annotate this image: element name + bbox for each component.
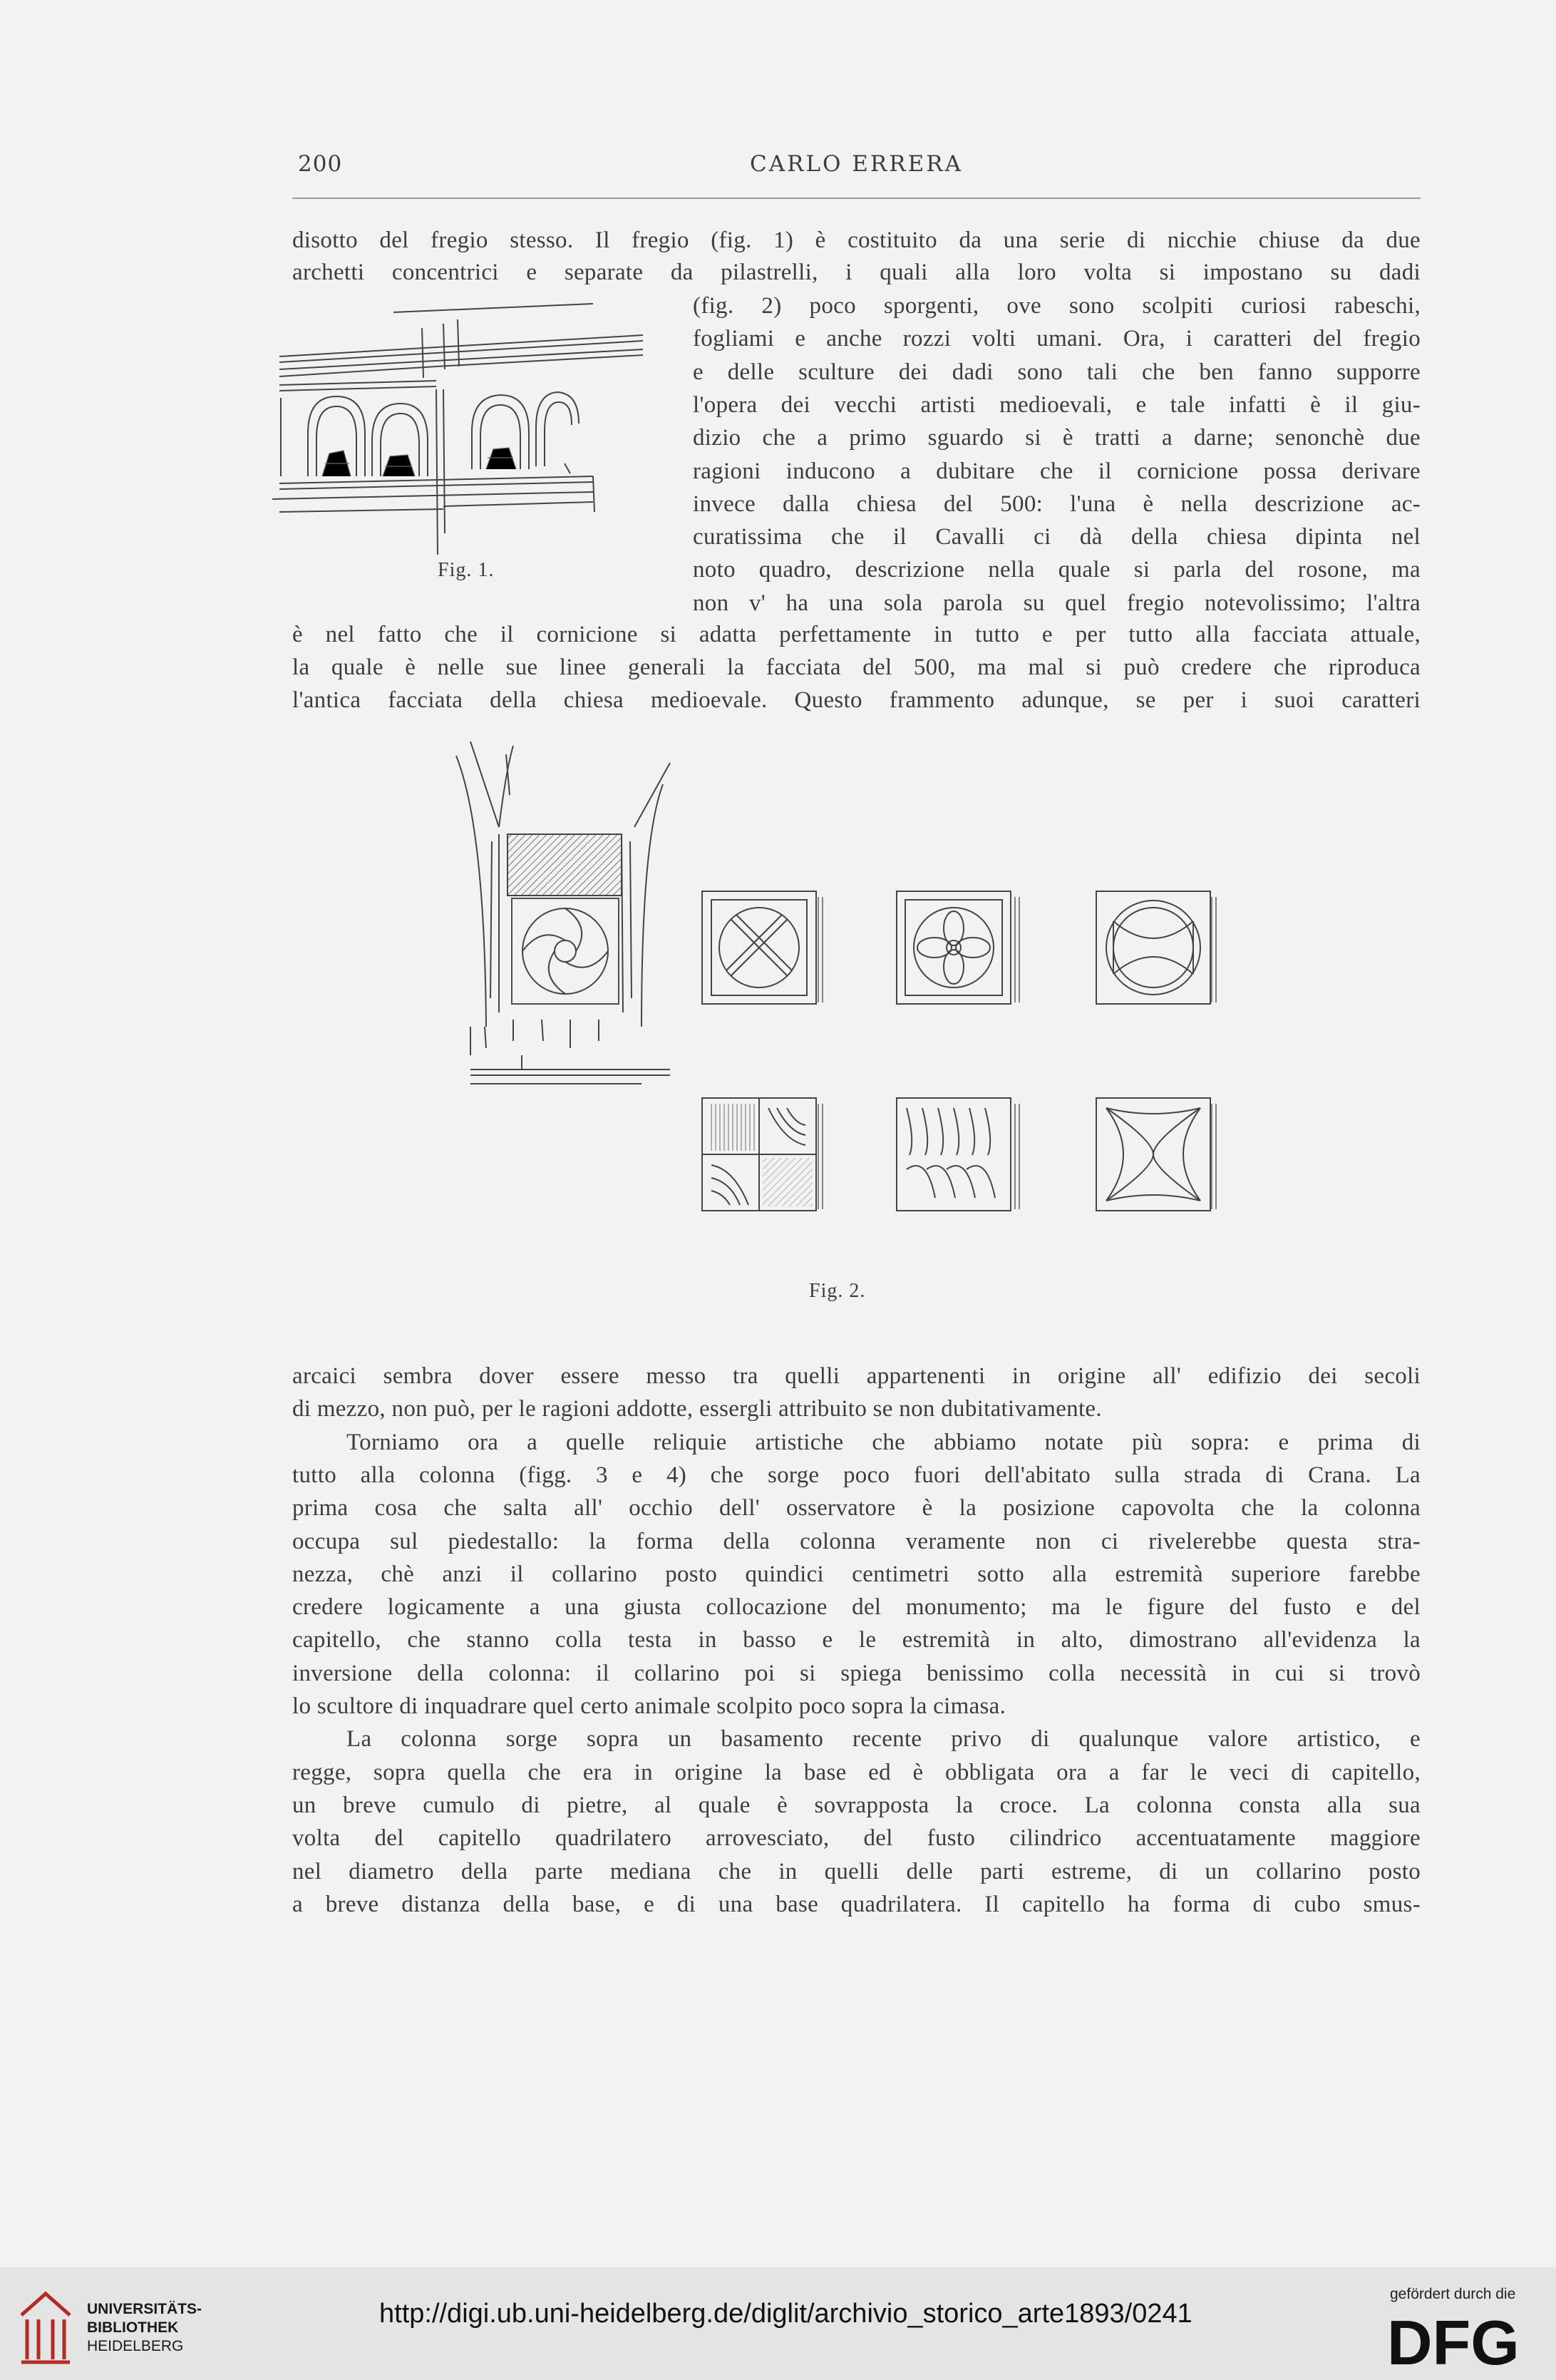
running-head: CARLO ERRERA (750, 151, 963, 177)
dfg-logo[interactable] (1386, 2313, 1540, 2370)
text-line: credere logicamente a una giusta collocazione del monumento; ma le figure del fusto e del (292, 1594, 1421, 1621)
text-line: capitello, che stanno colla testa in basso e le estremità in alto, dimostrano all'evidenza la (292, 1627, 1421, 1653)
text-line: Torniamo ora a quelle reliquie artistiche che abbiamo notate più sopra: e prima di (346, 1429, 1421, 1455)
text-line: occupa sul piedestallo: la forma della colonna veramente non ci rivelerebbe questa stra- (292, 1528, 1421, 1554)
text-line: fogliami e anche rozzi volti umani. Ora, i caratteri del fregio (693, 326, 1421, 352)
text-line: l'opera dei vecchi artisti medioevali, e tale infatti è il giu- (693, 391, 1421, 418)
text-line: lo scultore di inquadrare quel certo animale scolpito poco sopra la cimasa. (292, 1693, 1006, 1719)
text-line: e delle sculture dei dadi sono tali che ben fanno supporre (693, 359, 1421, 385)
text-line: arcaici sembra dover essere messo tra quelli appartenenti in origine all' edifizio dei secoli (292, 1363, 1421, 1389)
text-line: (fig. 2) poco sporgenti, ove sono scolpiti curiosi rabeschi, (693, 293, 1421, 319)
text-line: nel diametro della parte mediana che in quelli delle parti estreme, di un collarino posto (292, 1858, 1421, 1884)
digital-library-url-link[interactable]: http://digi.ub.uni-heidelberg.de/diglit/archivio_storico_arte1893/0241 (379, 2299, 1192, 2329)
page-number: 200 (298, 151, 343, 177)
text-line: regge, sopra quella che era in origine la base ed è obbligata ora a far le veci di capitello, (292, 1759, 1421, 1785)
text-line: l'antica facciata della chiesa medioevale. Questo frammento adunque, se per i suoi caratteri (292, 687, 1421, 713)
text-line: inversione della colonna: il collarino poi si spiega benissimo colla necessità in cui si trovò (292, 1660, 1421, 1686)
text-line: volta del capitello quadrilatero arrovesciato, del fusto cilindrico accentuatamente maggiore (292, 1825, 1421, 1852)
text-line: La colonna sorge sopra un basamento recente privo di qualunque valore artistico, e (346, 1726, 1421, 1753)
text-line: non v' ha una sola parola su quel fregio notevolissimo; l'altra (693, 590, 1421, 616)
text-line: tutto alla colonna (figg. 3 e 4) che sorge poco fuori dell'abitato sulla strada di Crana. La (292, 1462, 1421, 1488)
text-line: di mezzo, non può, per le ragioni addotte, essergli attribuito se non dubitativamente. (292, 1396, 1102, 1422)
text-line: la quale è nelle sue linee generali la facciata del 500, ma mal si può credere che riproduca (292, 655, 1421, 680)
text-line: noto quadro, descrizione nella quale si parla del rosone, ma (693, 557, 1421, 583)
text-line: disotto del fregio stesso. Il fregio (fig. 1) è costituito da una serie di nicchie chiuse da due (292, 227, 1421, 253)
text-line: nezza, chè anzi il collarino posto quindici centimetri sotto alla estremità superiore farebbe (292, 1561, 1421, 1587)
text-line: a breve distanza della base, e di una base quadrilatera. Il capitello ha forma di cubo smus- (292, 1891, 1421, 1917)
figure-1-cornice-drawing (265, 298, 643, 556)
dfg-logo-text: DFG (1387, 2313, 1520, 2370)
text-line: dizio che a primo sguardo si è tratti a darne; senonchè due (693, 425, 1421, 451)
footer-bar (0, 2267, 1556, 2380)
text-line: prima cosa che salta all' occhio dell' osservatore è la posizione capovolta che la colonna (292, 1495, 1421, 1522)
text-line: è nel fatto che il cornicione si adatta perfettamente in tutto e per tutto alla facciata attuale, (292, 622, 1421, 647)
library-name-line1: UNIVERSITÄTS- (87, 2301, 202, 2317)
figure-1-caption: Fig. 1. (438, 559, 495, 581)
funded-by-label: gefördert durch die (1390, 2286, 1516, 2302)
figure-2-caption: Fig. 2. (809, 1280, 866, 1302)
page-header (292, 151, 1421, 187)
text-line: curatissima che il Cavalli ci dà della chiesa dipinta nel (693, 524, 1421, 550)
library-name-line2: BIBLIOTHEK (87, 2319, 179, 2336)
figure-2-carved-dice-drawing (428, 742, 1247, 1255)
header-rule (292, 198, 1421, 199)
library-name-line3: HEIDELBERG (87, 2338, 184, 2354)
text-line: invece dalla chiesa del 500: l'una è nella descrizione ac- (693, 491, 1421, 517)
text-line: ragioni inducono a dubitare che il cornicione possa derivare (693, 458, 1421, 484)
text-line: archetti concentrici e separate da pilastrelli, i quali alla loro volta si impostano su dadi (292, 260, 1421, 285)
university-library-logo[interactable] (17, 2282, 74, 2365)
text-line: un breve cumulo di pietre, al quale è sovrapposta la croce. La colonna consta alla sua (292, 1792, 1421, 1818)
